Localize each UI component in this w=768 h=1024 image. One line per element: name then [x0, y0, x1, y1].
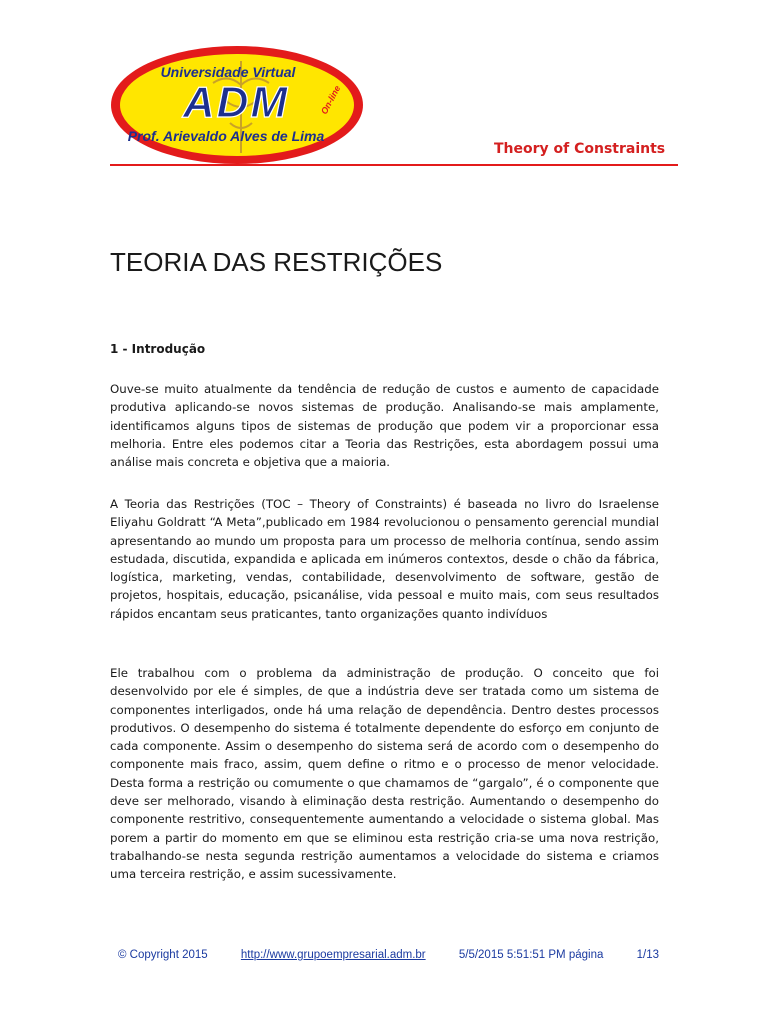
- paragraph-3: Ele trabalhou com o problema da administração de produção. O conceito que foi desenvolvido por ele é simples, de que a indústria deve ser tratada como um sistema de componentes interligados, onde há uma relação de dependência. Dentro destes processos produtivos. O desempenho do sistema é totalmente dependente do esforço em conjunto de cada componente. Assim o desempenho do sistema será de acordo com o desempenho do componente mais fraco, assim, quem define o ritmo e o processo de menor velocidade. Desta forma a restrição ou comumente o que chamamos de “gargalo”, é o componente que deve ser melhorado, visando à eliminação desta restrição. Aumentando o desempenho do componente restritivo, consequentemente aumentando a velocidade o sistema global. Mas porem a partir do momento em que se eliminou esta restrição cria-se uma nova restrição, trabalhando-se nesta segunda restrição aumentamos a velocidade do sistema e criamos uma terceira restrição, e assim sucessivamente.: [110, 666, 659, 882]
- section-heading: 1 - Introdução: [110, 342, 206, 356]
- page-footer: [118, 949, 659, 961]
- logo-line1: Universidade Virtual: [160, 64, 296, 80]
- logo-line2: Prof. Arievaldo Alves de Lima: [127, 128, 325, 144]
- logo-side: On-line: [318, 83, 343, 116]
- footer-copyright: © Copyright 2015: [118, 949, 208, 961]
- paragraph-1: Ouve-se muito atualmente da tendência de redução de custos e aumento de capacidade produtiva aplicando-se novos sistemas de produção. Analisando-se mais amplamente, identificamos alguns tipos de sistemas de produção que podem vir a proporcionar essa melhoria. Entre eles podemos citar a Teoria das Restrições, esta abordagem possui uma análise mais concreta e objetiva que a maioria.: [110, 382, 659, 470]
- adm-logo: [108, 43, 366, 167]
- header-divider: [110, 164, 678, 166]
- document-title: TEORIA DAS RESTRIÇÕES: [110, 247, 443, 277]
- footer-datetime: 5/5/2015 5:51:51 PM página: [458, 949, 604, 961]
- logo-brand: ADM: [182, 78, 290, 127]
- footer-page-number: 1/13: [636, 949, 659, 961]
- header-title: Theory of Constraints: [494, 141, 666, 157]
- paragraph-2: A Teoria das Restrições (TOC – Theory of Constraints) é baseada no livro do Israelense Eliyahu Goldratt “A Meta”,publicado em 1984 revolucionou o pensamento gerencial mundial apresentando ao mundo um proposta para um processo de melhoria contínua, sendo assim estudada, discutida, expandida e aplicada em inúmeros contextos, desde o chão da fábrica, logística, marketing, vendas, contabilidade, desenvolvimento de software, gestão de projetos, hospitais, educação, psicanálise, vida pessoal e muito mais, com seus resultados rápidos encantam seus praticantes, tanto organizações quanto indivíduos: [110, 497, 659, 621]
- footer-url-link[interactable]: http://www.grupoempresarial.adm.br: [240, 949, 426, 961]
